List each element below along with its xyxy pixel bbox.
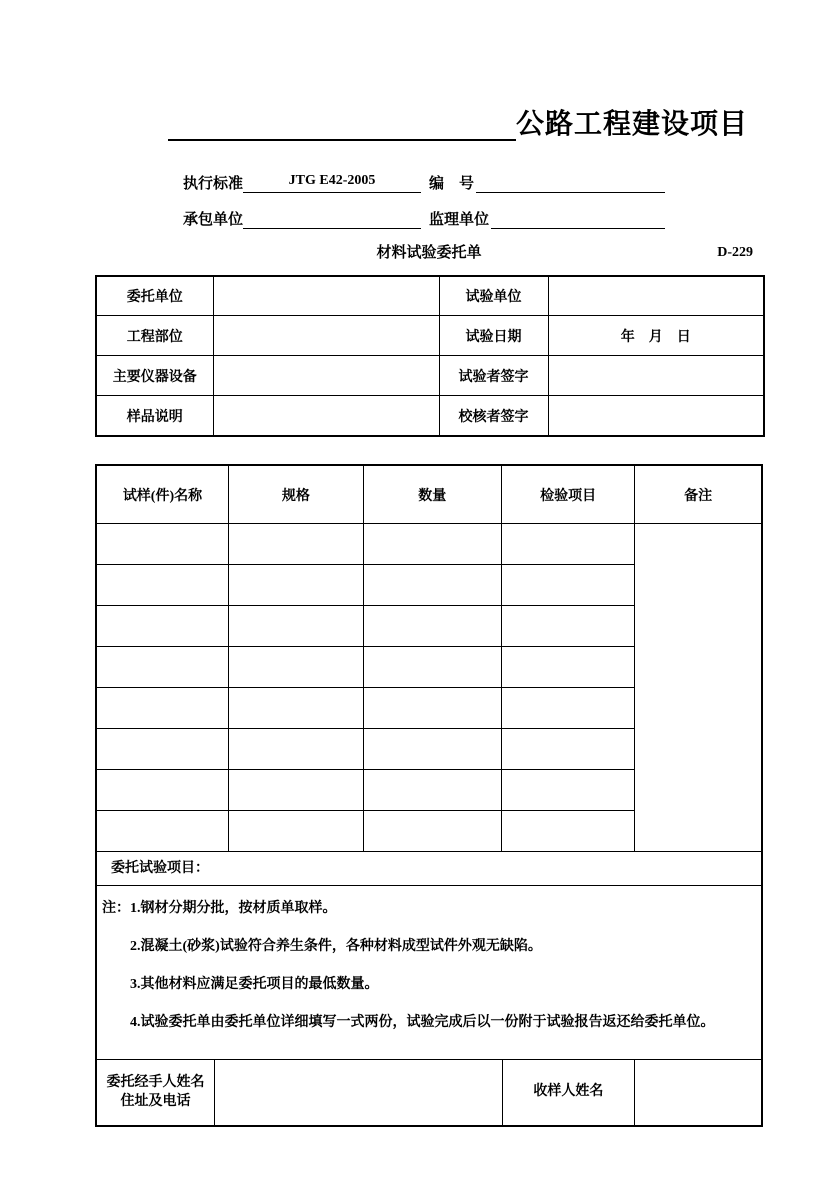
- items-empty-cell[interactable]: [97, 606, 228, 647]
- form-code: D-229: [717, 244, 753, 260]
- info-row-unit: [96, 276, 764, 316]
- info-table: [95, 275, 765, 437]
- info-row-sample: [96, 396, 764, 436]
- items-empty-cell[interactable]: [228, 524, 363, 565]
- col-header-sample-name: 试样(件)名称: [97, 466, 228, 524]
- tester-signature-label: 试验者签字: [439, 356, 548, 396]
- items-empty-cell[interactable]: [363, 606, 501, 647]
- items-empty-cell[interactable]: [363, 647, 501, 688]
- test-date-label: 试验日期: [439, 316, 548, 356]
- test-unit-label: 试验单位: [439, 276, 548, 316]
- standard-value: JTG E42-2005: [288, 172, 376, 188]
- footer-row: [97, 1060, 761, 1125]
- agent-info-label: 委托经手人姓名住址及电话: [97, 1060, 215, 1125]
- supervisor-input-line[interactable]: [491, 209, 665, 229]
- standard-label: 执行标准: [183, 175, 244, 192]
- items-empty-cell[interactable]: [228, 770, 363, 811]
- items-empty-cell[interactable]: [501, 647, 634, 688]
- items-table: [97, 466, 761, 853]
- items-empty-cell[interactable]: [97, 770, 228, 811]
- contractor-supervisor-row: [183, 207, 665, 229]
- items-empty-cell[interactable]: [501, 729, 634, 770]
- sampler-name-cell[interactable]: [635, 1060, 761, 1125]
- supervisor-label: 监理单位: [429, 211, 490, 228]
- document-title-row: [168, 110, 748, 141]
- notes-section: [97, 886, 761, 1059]
- items-empty-cell[interactable]: [228, 647, 363, 688]
- project-part-cell[interactable]: [213, 316, 439, 356]
- info-row-equipment: [96, 356, 764, 396]
- items-empty-cell[interactable]: [363, 729, 501, 770]
- equipment-cell[interactable]: [213, 356, 439, 396]
- items-empty-cell[interactable]: [228, 811, 363, 852]
- items-empty-cell[interactable]: [501, 565, 634, 606]
- number-input-line[interactable]: [476, 173, 665, 193]
- page-title: 公路工程建设项目: [515, 109, 748, 140]
- agent-info-cell[interactable]: [215, 1060, 503, 1125]
- note-line-1: 注：1.钢材分期分批，按材质单取样。: [102, 901, 337, 917]
- checker-signature-label: 校核者签字: [439, 396, 548, 436]
- remarks-merged-cell[interactable]: [635, 524, 761, 852]
- col-header-spec: 规格: [228, 466, 363, 524]
- note-line-2: 2.混凝土(砂浆)试验符合养生条件，各种材料成型试件外观无缺陷。: [130, 939, 542, 955]
- standard-input-line[interactable]: [243, 173, 421, 193]
- items-empty-cell[interactable]: [501, 770, 634, 811]
- items-empty-cell[interactable]: [363, 770, 501, 811]
- header-fields: [183, 171, 665, 229]
- items-empty-cell[interactable]: [97, 565, 228, 606]
- tester-signature-cell[interactable]: [548, 356, 764, 396]
- info-row-location: [96, 316, 764, 356]
- test-date-cell[interactable]: 年 月 日: [548, 316, 764, 356]
- items-empty-cell[interactable]: [228, 565, 363, 606]
- items-empty-cell[interactable]: [228, 606, 363, 647]
- project-part-label: 工程部位: [96, 316, 213, 356]
- test-unit-cell[interactable]: [548, 276, 764, 316]
- items-empty-cell[interactable]: [228, 688, 363, 729]
- project-name-blank-line[interactable]: [168, 111, 516, 141]
- items-empty-cell[interactable]: [97, 729, 228, 770]
- standard-number-row: [183, 171, 665, 193]
- items-empty-cell[interactable]: [501, 606, 634, 647]
- contractor-input-line[interactable]: [243, 209, 421, 229]
- number-label: 编 号: [429, 175, 475, 192]
- items-empty-cell[interactable]: [97, 647, 228, 688]
- form-title: 材料试验委托单: [376, 244, 482, 261]
- items-header-row: [97, 466, 761, 524]
- items-empty-cell[interactable]: [363, 524, 501, 565]
- contractor-label: 承包单位: [183, 211, 244, 228]
- col-header-quantity: 数量: [363, 466, 501, 524]
- items-empty-cell[interactable]: [501, 688, 634, 729]
- items-empty-cell[interactable]: [97, 811, 228, 852]
- col-header-remarks: 备注: [635, 466, 761, 524]
- sampler-name-label: 收样人姓名: [502, 1060, 635, 1125]
- items-table-body: [97, 524, 761, 852]
- note-line-3: 3.其他材料应满足委托项目的最低数量。: [130, 977, 379, 993]
- items-empty-cell[interactable]: [363, 688, 501, 729]
- items-empty-cell[interactable]: [97, 524, 228, 565]
- items-empty-cell[interactable]: [363, 811, 501, 852]
- equipment-label: 主要仪器设备: [96, 356, 213, 396]
- items-empty-cell[interactable]: [97, 688, 228, 729]
- col-header-inspection-items: 检验项目: [501, 466, 634, 524]
- form-title-row: [95, 243, 763, 263]
- items-section: [95, 464, 763, 1127]
- items-empty-cell[interactable]: [363, 565, 501, 606]
- commission-test-items-row[interactable]: [97, 852, 761, 886]
- items-empty-cell[interactable]: [228, 729, 363, 770]
- note-line-4: 4.试验委托单由委托单位详细填写一式两份，试验完成后以一份附于试验报告返还给委托单位。: [130, 1015, 715, 1031]
- client-unit-label: 委托单位: [96, 276, 213, 316]
- items-empty-cell[interactable]: [501, 811, 634, 852]
- items-empty-cell[interactable]: [501, 524, 634, 565]
- sample-note-cell[interactable]: [213, 396, 439, 436]
- footer-table: [97, 1059, 761, 1125]
- client-unit-cell[interactable]: [213, 276, 439, 316]
- items-empty-row: [97, 524, 761, 565]
- commission-test-items-label: 委托试验项目：: [111, 861, 209, 877]
- checker-signature-cell[interactable]: [548, 396, 764, 436]
- sample-note-label: 样品说明: [96, 396, 213, 436]
